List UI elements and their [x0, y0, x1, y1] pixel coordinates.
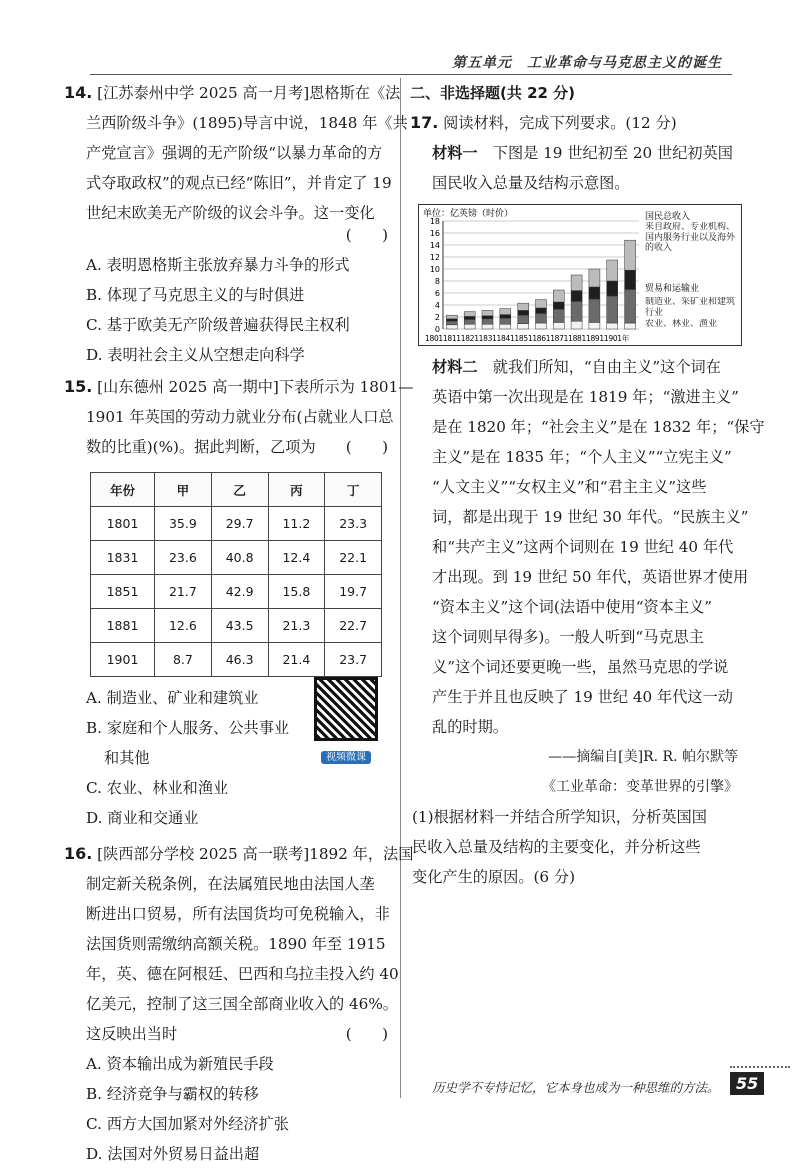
option-c[interactable]: C. 基于欧美无产阶级普遍获得民主权利	[86, 316, 350, 334]
material-2-line-10: 这个词则早得多)。一般人听到“马克思主	[432, 628, 704, 646]
option-c[interactable]: C. 西方大国加紧对外经济扩张	[86, 1115, 289, 1133]
q16-line-6: 亿美元，控制了这三国全部商业收入的 46%。	[86, 995, 398, 1013]
table-cell: 29.7	[211, 507, 268, 541]
legend-agriculture-box	[645, 319, 725, 343]
bar-segment	[536, 300, 547, 308]
unit-title: 第五单元 工业革命与马克思主义的诞生	[452, 55, 722, 71]
q14-line-2: 兰西阶级斗争》(1895)导言中说，1848 年《共	[86, 114, 408, 132]
table-cell: 42.9	[211, 575, 268, 609]
right-column	[410, 78, 765, 892]
q16-line-4: 法国货则需缴纳高额关税。1890 年至 1915	[86, 935, 386, 953]
q14-line-1: [江苏泰州中学 2025 高一月考]恩格斯在《法	[97, 84, 401, 102]
table-cell: 35.9	[155, 507, 212, 541]
y-tick-label: 16	[429, 229, 440, 238]
employment-table	[90, 472, 382, 677]
q16-line-1: [陕西部分学校 2025 高一联考]1892 年，法国	[97, 845, 414, 863]
question-15	[64, 372, 414, 833]
video-lesson-label[interactable]: 视频微课	[321, 751, 371, 764]
column-divider	[400, 78, 401, 1098]
video-lesson[interactable]	[314, 677, 378, 764]
table-cell: 12.4	[268, 541, 325, 575]
table-cell: 23.6	[155, 541, 212, 575]
sub-question-1-line-3: 变化产生的原因。(6 分)	[412, 868, 576, 886]
option-c[interactable]: C. 农业、林业和渔业	[86, 779, 229, 797]
bar-segment	[571, 301, 582, 321]
q15-line-1: [山东德州 2025 高一期中]下表所示为 1801—	[97, 378, 414, 396]
material-2-line-11: 义”这个词还要更晚一些，虽然马克思的学说	[432, 658, 729, 676]
table-cell: 22.1	[325, 541, 382, 575]
bar-segment	[589, 322, 600, 329]
bar-segment	[446, 319, 457, 321]
table-cell: 46.3	[211, 643, 268, 677]
table-header: 年份	[91, 473, 155, 507]
table-row	[91, 507, 382, 541]
question-number: 16.	[64, 844, 93, 863]
y-tick-label: 10	[429, 265, 440, 274]
bar-segment	[482, 316, 493, 319]
bar-segment	[607, 323, 618, 329]
material-2-line-13: 乱的时期。	[432, 718, 508, 736]
bar-segment	[571, 321, 582, 329]
option-b[interactable]: B. 家庭和个人服务、公共事业	[86, 719, 290, 737]
q16-line-5: 年，英、德在阿根廷、巴西和乌拉圭投入约 40	[86, 965, 399, 983]
legend-total: 国民总收入	[645, 212, 691, 222]
income-chart	[418, 204, 742, 346]
table-cell: 1881	[91, 609, 155, 643]
material-2-line-12: 产生于并且也反映了 19 世纪 40 年代这一动	[432, 688, 733, 706]
material-2-line-3: 是在 1820 年；“社会主义”是在 1832 年；“保守	[432, 418, 765, 436]
material-1-line-1: 下图是 19 世纪初至 20 世纪初英国	[492, 144, 733, 162]
bar-segment	[536, 308, 547, 313]
option-d[interactable]: D. 法国对外贸易日益出超	[86, 1145, 260, 1163]
material-2-line-8: 才出现。到 19 世纪 50 年代，英语世界才使用	[432, 568, 749, 586]
source-line-2: 《工业革命：变革世界的引擎》	[542, 779, 738, 795]
y-tick-label: 12	[429, 253, 440, 262]
legend-services: 来自政府、专业机构、国内服务行业以及海外的收入	[645, 222, 736, 253]
bar-segment	[571, 291, 582, 302]
bar-segment	[553, 322, 564, 329]
bar-segment	[625, 289, 636, 323]
bar-segment	[518, 315, 529, 323]
q16-line-3: 断进出口贸易，所有法国货均可免税输入，非	[86, 905, 390, 923]
y-tick-label: 2	[434, 313, 440, 322]
material-2-line-2: 英语中第一次出现是在 1819 年；“激进主义”	[432, 388, 739, 406]
bar-segment	[500, 324, 511, 329]
table-row	[91, 541, 382, 575]
answer-bracket[interactable]: ( )	[345, 438, 388, 456]
footer-dots	[730, 1066, 790, 1068]
bar-segment	[500, 315, 511, 319]
y-tick-label: 0	[434, 325, 440, 334]
bar-segment	[500, 318, 511, 324]
table-header: 甲	[155, 473, 212, 507]
table-cell: 1901	[91, 643, 155, 677]
table-cell: 21.7	[155, 575, 212, 609]
q15-line-3: 数的比重)(%)。据此判断，乙项为	[86, 438, 316, 456]
table-row	[91, 643, 382, 677]
q16-line-2: 制定新关税条例，在法属殖民地由法国人垄	[86, 875, 375, 893]
q14-line-5: 世纪末欧美无产阶级的议会斗争。这一变化	[86, 204, 375, 222]
q15-line-2: 1901 年英国的劳动力就业分布(占就业人口总	[86, 408, 394, 426]
bar-segment	[536, 323, 547, 329]
bar-segment	[482, 319, 493, 324]
left-column	[64, 78, 414, 1169]
question-number: 15.	[64, 377, 93, 396]
bar-segment	[553, 309, 564, 322]
sub-question-1-line-1: (1)根据材料一并结合所学知识，分析英国国	[412, 808, 707, 826]
income-chart-svg	[419, 205, 741, 345]
bar-segment	[625, 323, 636, 329]
bar-segment	[589, 269, 600, 287]
bar-segment	[482, 310, 493, 315]
table-cell: 1801	[91, 507, 155, 541]
y-tick-label: 4	[434, 301, 440, 310]
question-14	[64, 78, 408, 370]
footer-quote: 历史学不专恃记忆，它本身也成为一种思维的方法。	[432, 1080, 720, 1095]
material-2-line-9: “资本主义”这个词(法语中使用“资本主义”	[432, 598, 712, 616]
source-line-1: ——摘编自[美]R. R. 帕尔默等	[548, 749, 738, 765]
bar-segment	[536, 313, 547, 323]
option-a[interactable]: A. 制造业、矿业和建筑业	[86, 689, 259, 707]
legend-manufacturing: 制造业、采矿业和建筑行业	[645, 297, 736, 318]
bar-segment	[625, 240, 636, 270]
material-2-label: 材料二	[432, 358, 478, 376]
table-cell: 23.3	[325, 507, 382, 541]
option-a[interactable]: A. 表明恩格斯主张放弃暴力斗争的形式	[86, 256, 350, 274]
bar-segment	[464, 312, 475, 317]
option-b[interactable]: B. 经济竞争与霸权的转移	[86, 1085, 259, 1103]
legend-agriculture: 农业、林业、渔业	[645, 319, 718, 329]
bar-segment	[446, 325, 457, 329]
bar-segment	[553, 290, 564, 302]
bar-segment	[446, 321, 457, 325]
table-header: 丙	[268, 473, 325, 507]
bar-segment	[518, 303, 529, 310]
header-rule	[90, 74, 732, 75]
table-header: 丁	[325, 473, 382, 507]
answer-bracket[interactable]: ( )	[345, 1025, 388, 1043]
table-row	[91, 575, 382, 609]
y-tick-label: 14	[429, 241, 440, 250]
y-tick-label: 6	[434, 289, 440, 298]
chart-x-labels: 18011811182118311841185118611871188118911901年	[425, 334, 629, 343]
legend-manufacturing-box	[645, 297, 739, 321]
q16-line-7: 这反映出当时	[86, 1025, 178, 1043]
page-number: 55	[730, 1072, 764, 1095]
bar-segment	[482, 324, 493, 329]
bar-segment	[464, 319, 475, 324]
table-cell: 1831	[91, 541, 155, 575]
sub-question-1-line-2: 民收入总量及结构的主要变化，并分析这些	[412, 838, 701, 856]
material-2-line-7: 和“共产主义”这两个词则在 19 世纪 40 年代	[432, 538, 734, 556]
qr-code-icon[interactable]	[314, 677, 378, 741]
chart-unit-label: 单位：亿英镑（时价）	[423, 209, 514, 219]
option-a[interactable]: A. 资本输出成为新殖民手段	[86, 1055, 274, 1073]
bar-segment	[446, 315, 457, 319]
bar-segment	[518, 324, 529, 329]
table-cell: 21.4	[268, 643, 325, 677]
bar-segment	[500, 309, 511, 315]
answer-bracket[interactable]: ( )	[345, 226, 388, 244]
table-cell: 11.2	[268, 507, 325, 541]
table-header: 乙	[211, 473, 268, 507]
bar-segment	[571, 275, 582, 291]
legend-trade: 贸易和运输业	[645, 284, 700, 294]
bar-segment	[607, 281, 618, 296]
legend-services-box	[645, 222, 739, 284]
table-row	[91, 609, 382, 643]
y-tick-label: 18	[429, 217, 440, 226]
material-2-line-4: 主义”是在 1835 年；“个人主义”“立宪主义”	[432, 448, 732, 466]
table-cell: 8.7	[155, 643, 212, 677]
question-number: 17.	[410, 113, 439, 132]
option-b[interactable]: B. 体现了马克思主义的与时俱进	[86, 286, 305, 304]
bar-segment	[464, 316, 475, 319]
table-cell: 40.8	[211, 541, 268, 575]
option-d[interactable]: D. 商业和交通业	[86, 809, 199, 827]
bar-segment	[518, 310, 529, 315]
table-cell: 21.3	[268, 609, 325, 643]
section-title: 二、非选择题(共 22 分)	[410, 84, 576, 102]
table-cell: 12.6	[155, 609, 212, 643]
option-b-continued[interactable]: 和其他	[104, 749, 150, 767]
material-1-line-2: 国民收入总量及结构示意图。	[432, 174, 630, 192]
y-tick-label: 8	[434, 277, 440, 286]
table-cell: 15.8	[268, 575, 325, 609]
bar-segment	[589, 287, 600, 299]
table-cell: 19.7	[325, 575, 382, 609]
question-number: 14.	[64, 83, 93, 102]
table-cell: 43.5	[211, 609, 268, 643]
option-d[interactable]: D. 表明社会主义从空想走向科学	[86, 346, 305, 364]
table-cell: 1851	[91, 575, 155, 609]
material-2-line-1: 就我们所知，“自由主义”这个词在	[492, 358, 721, 376]
bar-segment	[607, 296, 618, 323]
q17-intro: 阅读材料，完成下列要求。(12 分)	[443, 114, 677, 132]
table-cell: 23.7	[325, 643, 382, 677]
bar-segment	[589, 299, 600, 322]
bar-segment	[464, 324, 475, 329]
material-1-label: 材料一	[432, 144, 478, 162]
q14-line-3: 产党宣言》强调的无产阶级“以暴力革命的方	[86, 144, 383, 162]
bar-segment	[607, 260, 618, 281]
bar-segment	[553, 302, 564, 309]
table-cell: 22.7	[325, 609, 382, 643]
material-2-line-5: “人文主义”“女权主义”和“君主主义”这些	[432, 478, 707, 496]
bar-segment	[625, 270, 636, 289]
question-16	[64, 839, 414, 1169]
material-2-line-6: 词，都是出现于 19 世纪 30 年代。“民族主义”	[432, 508, 749, 526]
q14-line-4: 式夺取政权”的观点已经“陈旧”，并肯定了 19	[86, 174, 392, 192]
